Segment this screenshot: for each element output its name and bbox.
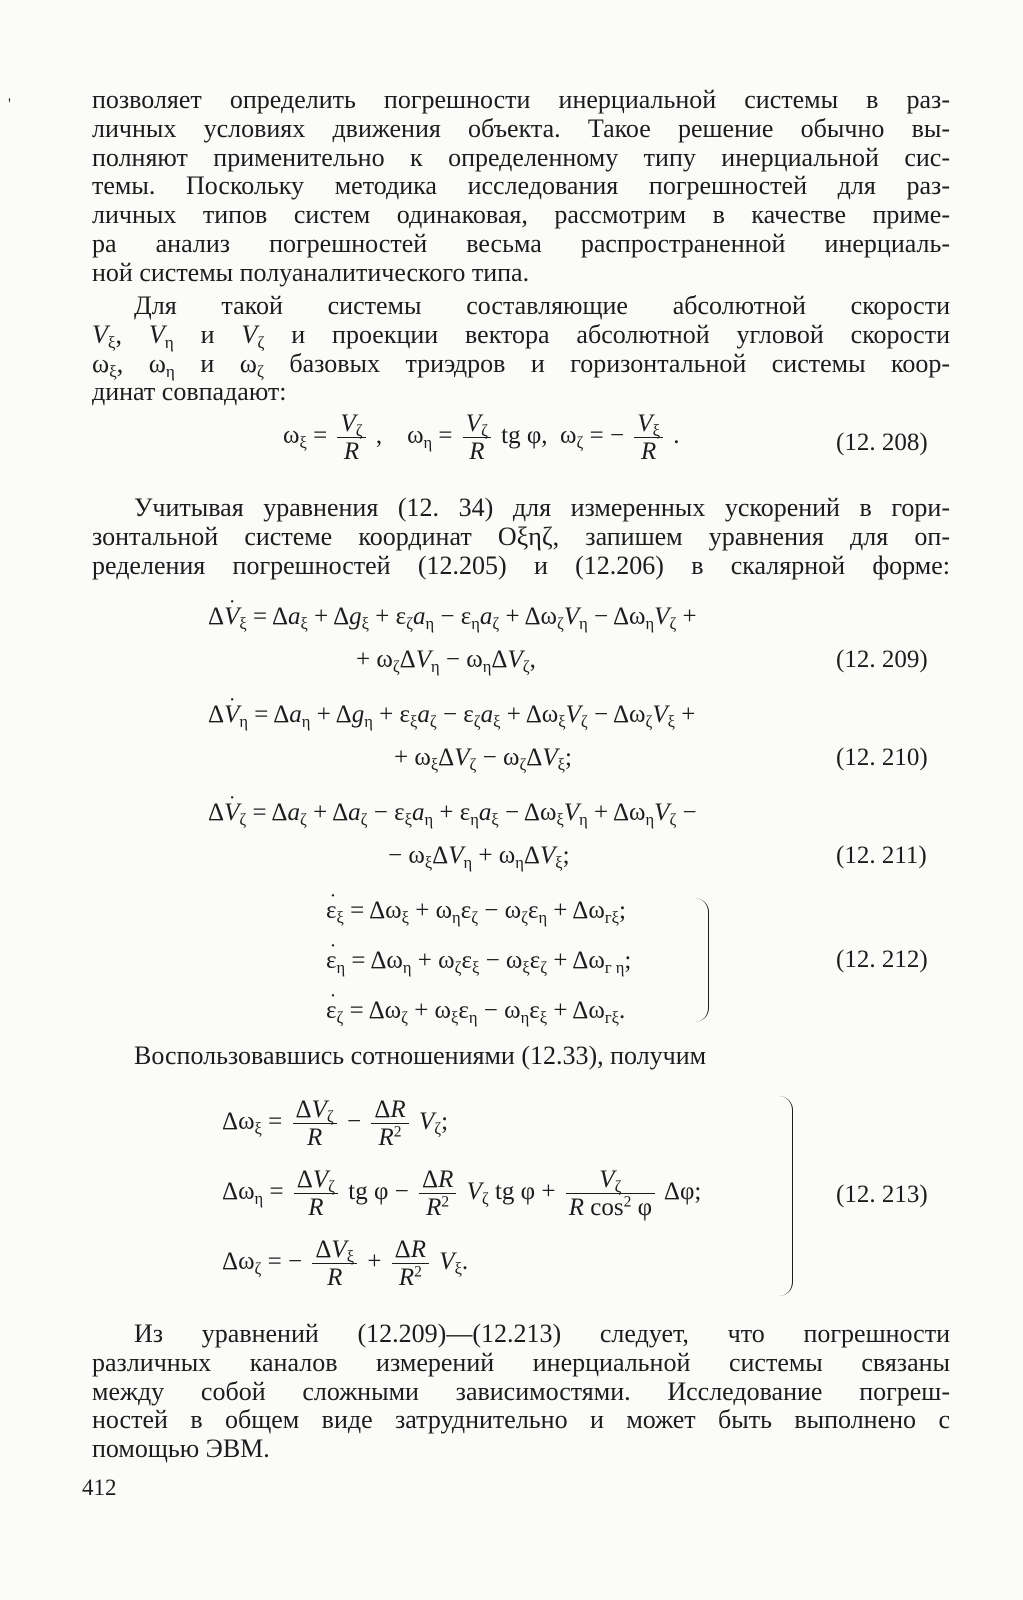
text-line: позволяет определить погрешности инерциальной системы в раз- [92, 85, 950, 114]
text-line: Для такой системы составляющие абсолютной скорости [134, 291, 950, 320]
equation-12-208: $\omega_\xi$ = $\frac{V_\zeta}{R}$ , $\omega_\eta$ = $\frac{V_\zeta}{R}$ tg φ, $\omega_\zeta$ = − $\frac{V_\xi}{R}$ . [283, 410, 680, 465]
paragraph-velocity-components [92, 292, 950, 407]
text-line: Из уравнений (12.209)—(12.213) следует, что погрешности [134, 1319, 950, 1348]
paragraph-intro [92, 86, 950, 288]
equation-12-213-line1: $\Delta\omega_\xi$ = $\frac{\Delta V_\zeta}{R}$ − $\frac{\Delta R}{R^2}$ $V_\zeta$; [222, 1096, 449, 1151]
text-line: ределения погрешностей (12.205) и (12.206) в скалярной форме: [92, 550, 950, 580]
text-line: Воспользовавшись сотношениями (12.33), получим [134, 1041, 707, 1070]
text-line: ра анализ погрешностей весьма распространенной инерциаль- [92, 228, 950, 258]
equation-12-213-line3: $\Delta\omega_\zeta$ = − $\frac{\Delta V_\xi}{R}$ + $\frac{\Delta R}{R^2}$ $V_\xi$. [222, 1236, 469, 1291]
equation-12-209-line2: + $\omega_\zeta\Delta V_\eta - \omega_\eta\Delta V_\zeta$, [356, 646, 536, 676]
equation-12-209-line1: $\Delta V \cdot_\xi = \Delta a_\xi + \Delta g_\xi + \varepsilon_\zeta a_\eta - \varepsilon_\eta a_\zeta + \Delta\omega_\zeta V_\eta - \Delta\omega_\eta V_\zeta$ + [208, 602, 697, 632]
page-number: 412 [82, 1475, 117, 1500]
text-line: личных условиях движения объекта. Такое решение обычно вы- [92, 113, 950, 143]
equation-12-212-line3: $\varepsilon \cdot_\zeta = \Delta\omega_\zeta + \omega_\xi\varepsilon_\eta - \omega_\eta\varepsilon_\xi + \Delta\omega_{г\xi}$. [326, 996, 625, 1026]
text-line-with-math: $\omega_\xi$, $\omega_\eta$ и $\omega_\zeta$ базовых триэдров и горизонтальной системы коор- [92, 348, 951, 381]
equation-number: (12. 213) [836, 1181, 928, 1208]
equation-12-211-line2: − $\omega_\xi\Delta V_\eta + \omega_\eta\Delta V_\xi$; [388, 842, 570, 872]
text-line: зонтальной системе координат Oξηζ, запишем уравнения для оп- [92, 521, 950, 551]
text-line: полняют применительно к определенному типу инерциальной сис- [92, 142, 950, 172]
equation-12-210-line2: + $\omega_\xi\Delta V_\zeta - \omega_\zeta\Delta V_\xi$; [394, 744, 572, 774]
right-brace [776, 1096, 793, 1296]
text-line: помощью ЭВМ. [92, 1434, 270, 1464]
text-line: ностей в общем виде затруднительно и может быть выполнено с [92, 1405, 950, 1435]
equation-number: (12. 212) [836, 946, 928, 973]
text-line: Учитывая уравнения (12. 34) для измеренных ускорений в гори- [134, 493, 950, 522]
text-line: темы. Поскольку методика исследования погрешностей для раз- [92, 171, 950, 201]
scan-speck: ' [8, 96, 11, 113]
paragraph-conclusion [92, 1320, 950, 1464]
paragraph-using-relations [92, 1042, 950, 1071]
equation-12-212-line1: $\varepsilon \cdot_\xi = \Delta\omega_\xi + \omega_\eta\varepsilon_\zeta - \omega_\zeta\varepsilon_\eta + \Delta\omega_{г\xi}$; [326, 896, 626, 926]
equation-number: (12. 211) [836, 842, 927, 869]
text-line: ной системы полуаналитического типа. [92, 257, 530, 287]
equation-12-212-line2: $\varepsilon \cdot_\eta = \Delta\omega_\eta + \omega_\zeta\varepsilon_\xi - \omega_\xi\varepsilon_\zeta + \Delta\omega_{г \eta}$; [326, 946, 631, 976]
text-line: личных типов систем одинаковая, рассмотрим в качестве приме- [92, 200, 950, 230]
text-line-with-math: $V_\xi$, $V_\eta$ и $V_\zeta$ и проекции вектора абсолютной угловой скорости [92, 319, 950, 352]
equation-12-213-line2: $\Delta\omega_\eta$ = $\frac{\Delta V_\zeta}{R}$ tg φ − $\frac{\Delta R}{R^2}$ $V_\zeta$ tg φ + $\frac{V_\zeta}{R \cos^2 \varphi}$ Δφ; [222, 1166, 702, 1221]
equation-12-210-line1: $\Delta V \cdot_\eta = \Delta a_\eta + \Delta g_\eta + \varepsilon_\xi a_\zeta - \varepsilon_\zeta a_\xi + \Delta\omega_\xi V_\zeta - \Delta\omega_\zeta V_\xi$ + [208, 700, 695, 730]
right-brace [694, 898, 709, 1022]
paragraph-accelerations [92, 494, 950, 580]
text-line: динат совпадают: [92, 377, 287, 407]
text-line: различных каналов измерений инерциальной системы связаны [92, 1347, 950, 1377]
equation-number: (12. 210) [836, 744, 928, 771]
text-line: между собой сложными зависимостями. Исследование погреш- [92, 1376, 950, 1406]
equation-number: (12. 209) [836, 646, 928, 673]
equation-12-211-line1: $\Delta V \cdot_\zeta = \Delta a_\zeta + \Delta a_\zeta - \varepsilon_\xi a_\eta + \varepsilon_\eta a_\xi - \Delta\omega_\xi V_\eta + \Delta\omega_\eta V_\zeta$ − [208, 798, 697, 828]
equation-number: (12. 208) [836, 429, 928, 456]
